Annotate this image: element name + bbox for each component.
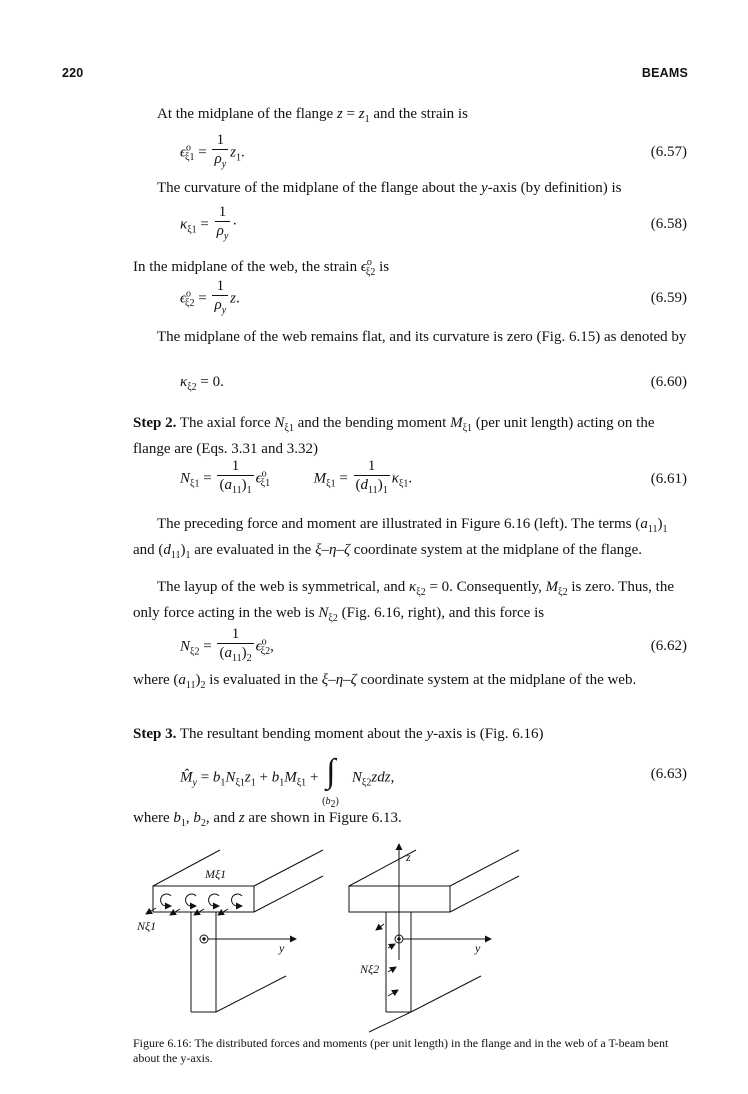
label-N-xi2: Nξ2 <box>360 962 380 976</box>
right-web <box>369 912 481 1032</box>
paragraph-flange-curvature: The curvature of the midplane of the flange about the y-axis (by definition) is <box>157 180 622 196</box>
paragraph-a11-web: where $(a_{11})_2$ is evaluated in the ξ–η–ζ coordinate system at the midplane of the web. <box>133 672 637 691</box>
equation-6-58: $\kappa_{\xi 1}$ = $\frac{1}{\rho_y}$ · <box>180 204 238 242</box>
equation-6-60: $\kappa_{\xi 2} = 0$. <box>180 374 224 393</box>
label-z: z <box>406 850 411 864</box>
equation-number: (6.62) <box>650 638 687 654</box>
right-flange <box>349 850 519 912</box>
equation-6-63: $M̂_y = b_1N_{\xi 1}z_1 + b_1M_{\xi 1}$ + ∫ $(b_2)$ $N_{\xi 2}zdz$, <box>180 753 395 810</box>
equation-number: (6.57) <box>650 144 687 160</box>
paragraph-web-flat: The midplane of the web remains flat, and its curvature is zero (Fig. 6.15) as denoted by <box>157 329 687 345</box>
running-title: BEAMS <box>641 66 688 80</box>
page-number: 220 <box>62 66 84 80</box>
origin-dot-right <box>398 938 400 940</box>
paragraph-step-2: Step 2. The axial force $N_{\xi 1}$ and the bending moment $M_{\xi 1}$ (per unit length) acting on the flange are (Eqs. 3.31 and 3.32) <box>133 415 655 457</box>
equation-number: (6.60) <box>650 374 687 390</box>
figure-caption: Figure 6.16: The distributed forces and moments (per unit length) in the flange and in the web of a T-beam bent about the y-axis. <box>133 1036 669 1065</box>
paragraph-layup-web: The layup of the web is symmetrical, and $\kappa_{\xi 2} = 0$. Consequently, $M_{\xi 2}$ is zero. Thus, the only force acting in the web is $N_{\xi 2}$ (Fig. 6.16, right), and this force is <box>133 579 675 624</box>
equation-6-57: $\epsilon^o_{\xi 1}$ = $\frac{1}{\rho_y}$ $z_1$. <box>180 132 245 170</box>
paragraph-step-3: Step 3. The resultant bending moment about the y-axis is (Fig. 6.16) <box>133 726 544 742</box>
paragraph-flange-strain: At the midplane of the flange $z = z_1$ and the strain is <box>157 106 468 125</box>
equation-number: (6.58) <box>650 216 687 232</box>
equation-number: (6.61) <box>650 471 687 487</box>
label-N-xi1: Nξ1 <box>137 919 157 933</box>
paragraph-b1-b2: where $b_1$, $b_2$, and z are shown in Figure 6.13. <box>133 810 402 829</box>
equation-6-62: $N_{\xi 2}$ = $\frac{1}{(a_{11})_2}$ $\epsilon^o_{\xi 2}$, <box>180 626 274 664</box>
web-force-arrows <box>376 924 398 996</box>
left-web <box>191 912 286 1012</box>
equation-number: (6.59) <box>650 290 687 306</box>
label-y-right: y <box>475 941 481 955</box>
paragraph-preceding-force: The preceding force and moment are illustrated in Figure 6.16 (left). The terms $(a_{11})_1$ and $(d_{11})_1$ are evaluated in the ξ–η–ζ coordinate system at the midplane of the flange. <box>133 516 668 561</box>
label-M-xi1: Mξ1 <box>205 867 227 881</box>
left-flange <box>153 850 323 912</box>
equation-6-61: $N_{\xi 1}$ = $\frac{1}{(a_{11})_1}$ $\epsilon^o_{\xi 1}$ $M_{\xi 1}$ = $\frac{1}{(d_{11})_1}$ $\kappa_{\xi 1}$. <box>180 458 413 496</box>
paragraph-web-strain: In the midplane of the web, the strain $\epsilon^o_{\xi 2}$ is <box>133 257 390 278</box>
equation-number: (6.63) <box>650 766 687 782</box>
label-y-left: y <box>279 941 285 955</box>
equation-6-59: $\epsilon^o_{\xi 2}$ = $\frac{1}{\rho_y}$ z. <box>180 278 240 316</box>
origin-dot <box>203 938 205 940</box>
